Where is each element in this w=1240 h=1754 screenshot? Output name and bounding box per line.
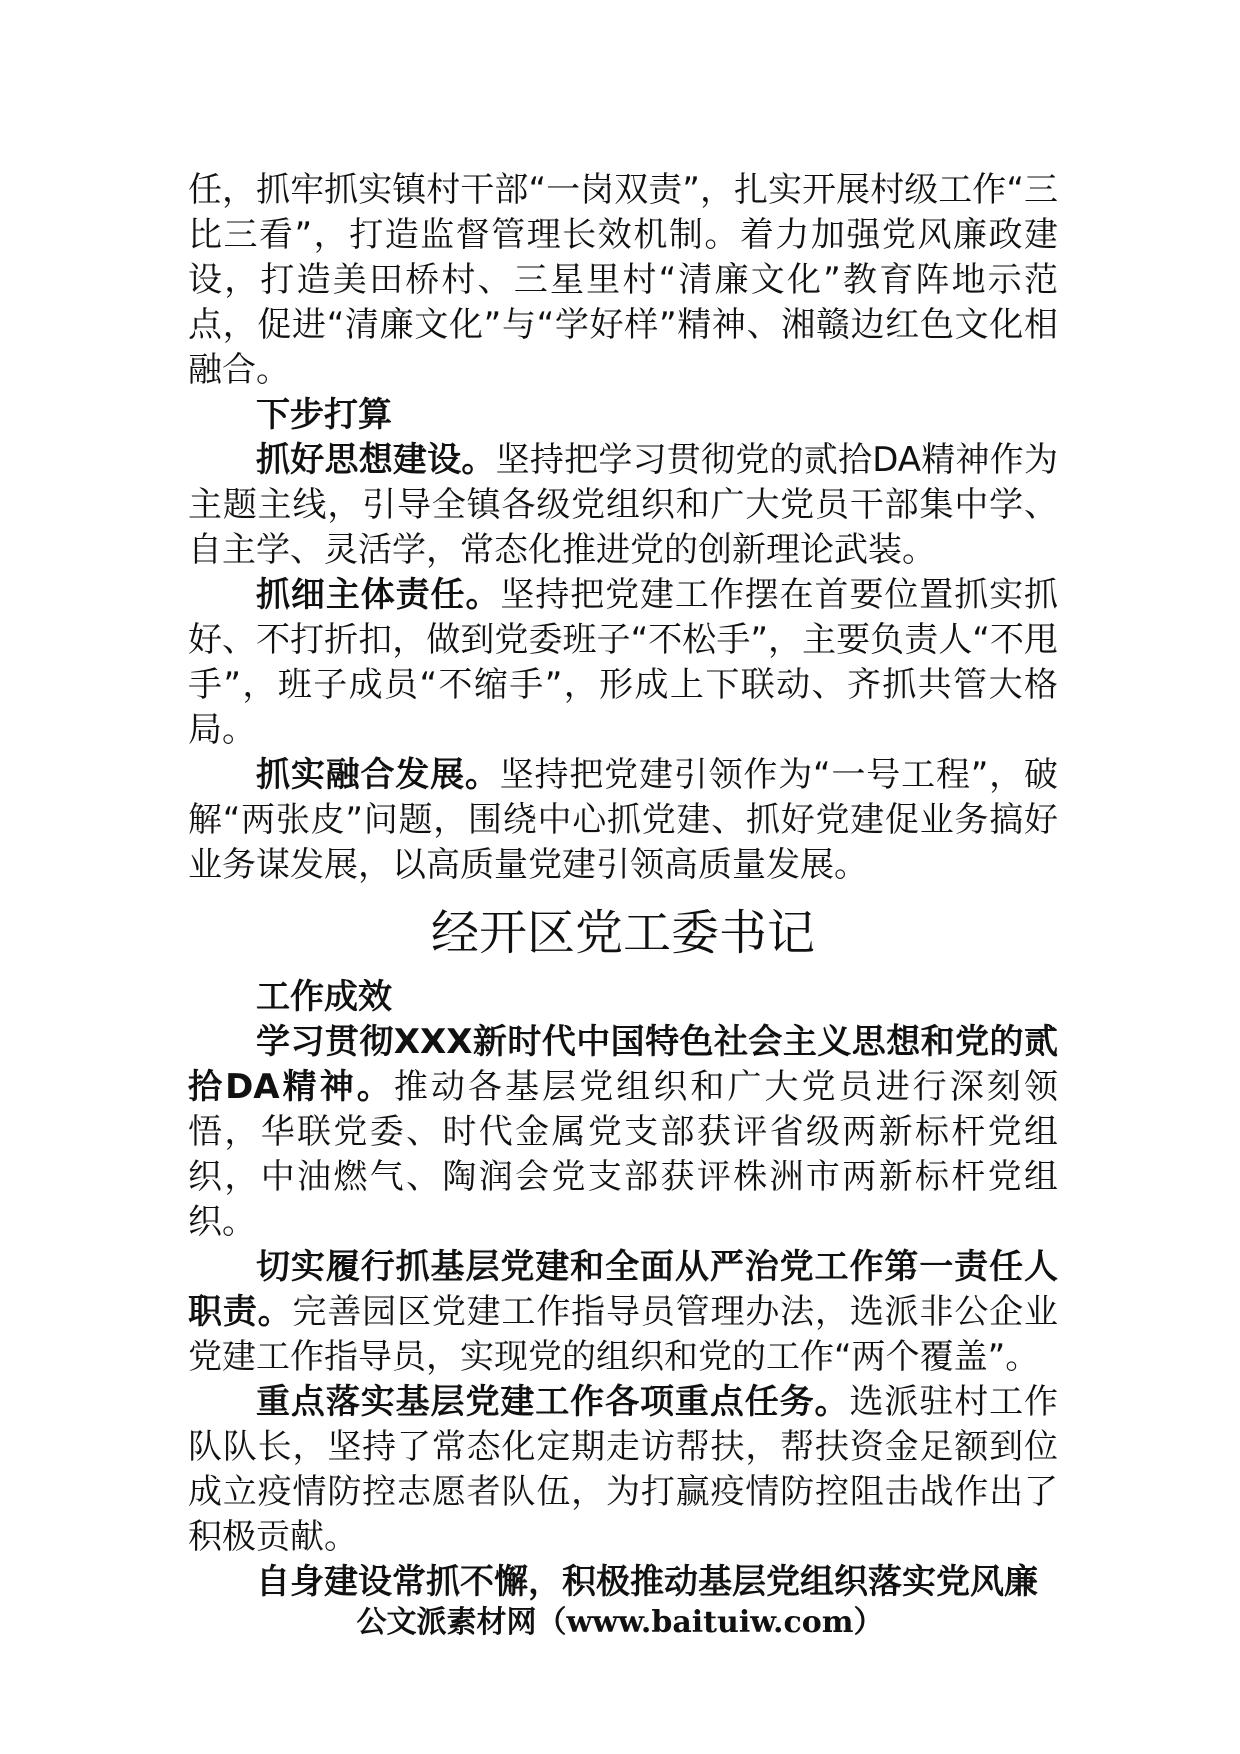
paragraph-text: 坚持把学习贯彻党的贰拾DA精神作为主题主线，引导全镇各级党组织和广大党员干部集中学、自主学、灵活学，常态化推进党的创新理论武装。 (188, 440, 1058, 570)
paragraph (188, 753, 1058, 888)
document-body (188, 168, 1058, 1605)
paragraph (188, 1020, 1058, 1245)
paragraph (188, 438, 1058, 573)
paragraph-text: 选派驻村工作队队长，坚持了常态化定期走访帮扶，帮扶资金足额到位成立疫情防控志愿者队伍，为打赢疫情防控阻击战作出了积极贡献。 (188, 1382, 1059, 1557)
paragraph-lead: 自身建设常抓不懈，积极推动基层党组织落实党风廉 (256, 1562, 1038, 1602)
footer-source: 公文派素材网（www.baituiw.com） (356, 1605, 884, 1640)
paragraph (188, 1380, 1058, 1560)
paragraph (188, 1245, 1058, 1380)
paragraph (188, 573, 1058, 753)
section-title: 经开区党工委书记 (430, 905, 815, 961)
paragraph-lead: 抓好思想建设。 (256, 440, 496, 480)
next-steps-heading: 下步打算 (256, 395, 392, 435)
paragraph-lead: 抓实融合发展。 (256, 755, 500, 795)
section-heading: 工作成效 (256, 977, 392, 1017)
paragraph-lead: 学习贯彻XXX新时代中国特色社会主义思想和党的贰拾DA精神。 (188, 1022, 1058, 1107)
paragraph-text: 完善园区党建工作指导员管理办法，选派非公企业党建工作指导员，实现党的组织和党的工作“两个覆盖”。 (188, 1292, 1058, 1377)
paragraph-text: 坚持把党建引领作为“一号工程”，破解“两张皮”问题，围绕中心抓党建、抓好党建促业务搞好业务谋发展，以高质量党建引领高质量发展。 (188, 755, 1059, 885)
paragraph-text: 坚持把党建工作摆在首要位置抓实抓好、不打折扣，做到党委班子“不松手”，主要负责人“不甩手”，班子成员“不缩手”，形成上下联动、齐抓共管大格局。 (188, 575, 1059, 750)
paragraph-lead: 切实履行抓基层党建和全面从严治党工作第一责任人职责。 (188, 1247, 1058, 1332)
paragraph-text: 推动各基层党组织和广大党员进行深刻领悟，华联党委、时代金属党支部获评省级两新标杆党组织，中油燃气、陶润会党支部获评株洲市两新标杆党组织。 (188, 1067, 1058, 1242)
paragraph-lead: 重点落实基层党建工作各项重点任务。 (256, 1382, 850, 1422)
paragraph-lead: 抓细主体责任。 (256, 575, 501, 615)
continuation-paragraph: 任，抓牢抓实镇村干部“一岗双责”，扎实开展村级工作“三比三看”，打造监督管理长效机制。着力加强党风廉政建设，打造美田桥村、三星里村“清廉文化”教育阵地示范点，促进“清廉文化”与“学好样”精神、湘赣边红色文化相融合。 (188, 170, 1058, 390)
